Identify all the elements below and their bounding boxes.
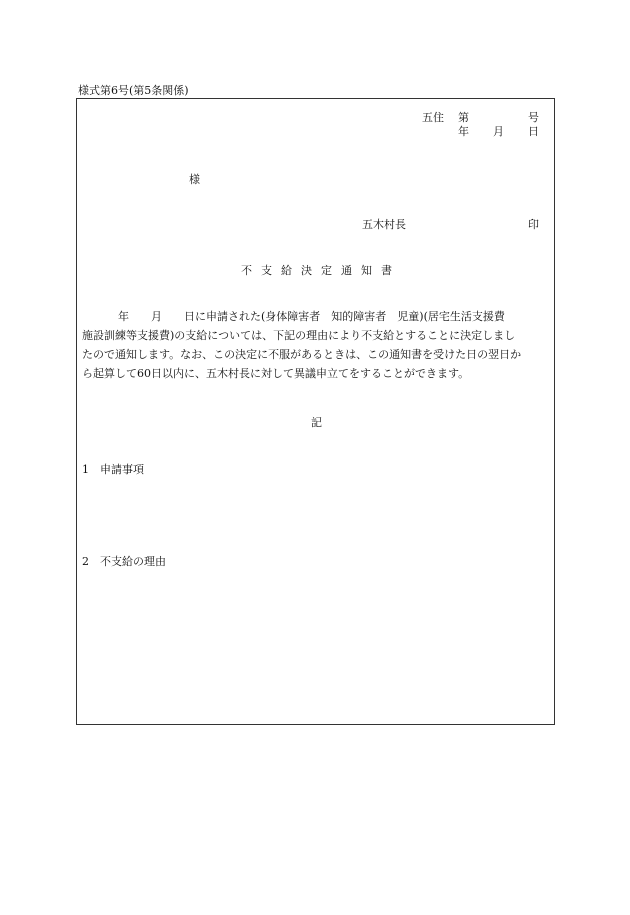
document-title: 不支給決定通知書 (241, 264, 401, 277)
body-line-2: 施設訓練等支援費)の支給については、下記の理由により不支給とすることに決定しまし (82, 329, 516, 342)
recipient-suffix: 様 (189, 173, 200, 186)
form-label: 様式第6号(第5条関係) (78, 84, 189, 97)
seal-mark: 印 (528, 218, 539, 231)
number-go: 号 (528, 111, 539, 124)
body-line-3: たので通知します。なお、この決定に不服があるときは、この通知書を受けた日の翌日か (82, 348, 522, 361)
section-1-label: 申請事項 (100, 463, 144, 476)
body-month: 月 (151, 310, 162, 323)
body-year: 年 (118, 310, 129, 323)
body-line-4: ら起算して60日以内に、五木村長に対して異議申立てをすることができます。 (82, 367, 470, 380)
date-year: 年 (458, 125, 469, 138)
issuer-name: 五木村長 (362, 218, 406, 231)
section-2-number: 2 (82, 555, 89, 568)
section-2-label: 不支給の理由 (100, 555, 166, 568)
date-day: 日 (528, 125, 539, 138)
notice-body (82, 307, 554, 383)
number-prefix: 五住 (422, 111, 444, 124)
ki-heading: 記 (311, 416, 322, 429)
number-dai: 第 (458, 111, 469, 124)
section-1-number: 1 (82, 463, 89, 476)
body-line-1-text: 日に申請された(身体障害者 知的障害者 児童)(居宅生活支援費 (184, 310, 505, 323)
notice-form-frame (76, 98, 555, 725)
date-month: 月 (493, 125, 504, 138)
body-line-1 (82, 307, 554, 326)
